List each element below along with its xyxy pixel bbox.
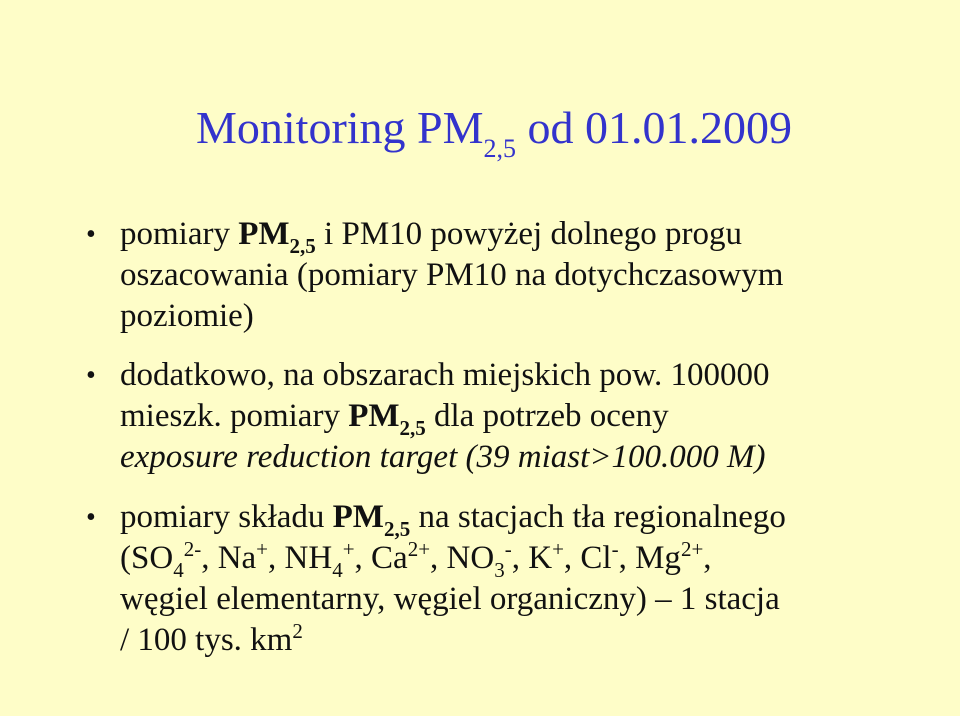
- text: dla potrzeb oceny: [425, 398, 669, 434]
- text: PM: [332, 499, 384, 535]
- pm-label: [332, 499, 411, 541]
- subscript: 2,5: [383, 517, 411, 541]
- slide-title: [196, 100, 793, 163]
- superscript: 2+: [680, 537, 704, 561]
- text: na stacjach tła regionalnego: [410, 499, 786, 535]
- text: , Mg: [618, 540, 681, 576]
- bullet-1-line-2: oszacowania (pomiary PM10 na dotychczasowym: [120, 257, 784, 293]
- text: PM: [238, 216, 290, 252]
- bullet-item-3: [86, 497, 920, 661]
- text: (SO: [120, 540, 174, 576]
- subscript: 4: [332, 558, 343, 582]
- superscript: +: [256, 537, 269, 561]
- text: , NO: [430, 540, 495, 576]
- title-rest: od 01.01.2009: [516, 102, 793, 153]
- superscript: 2+: [407, 537, 431, 561]
- text: PM: [348, 398, 400, 434]
- bullet-1-line-3: poziomie): [120, 298, 254, 334]
- text: , Cl: [563, 540, 612, 576]
- text: pomiary składu: [120, 499, 333, 535]
- bullet-2-line-3: exposure reduction target (39 miast>100.000 M): [120, 439, 766, 475]
- superscript: 2: [292, 619, 303, 643]
- bullet-1-line-1: [120, 214, 920, 258]
- bullet-3-line-2-ions: [120, 537, 920, 582]
- text: i PM10 powyżej dolnego progu: [315, 216, 743, 252]
- bullet-3-line-3: węgiel elementarny, węgiel organiczny) – 1 stacja: [120, 581, 780, 617]
- bullet-3-line-4: [120, 620, 920, 661]
- text: / 100 tys. km: [120, 622, 293, 658]
- superscript: -: [504, 537, 512, 561]
- bullet-item-2: [86, 355, 920, 478]
- bullet-2-line-2: [120, 396, 920, 440]
- subscript: 3: [494, 558, 505, 582]
- text: ,: [703, 540, 712, 576]
- pm-label: [238, 216, 316, 258]
- bullet-dot-icon: •: [86, 219, 96, 250]
- pm-label: [348, 398, 426, 440]
- subscript: 2,5: [289, 234, 316, 258]
- bullet-dot-icon: •: [86, 360, 96, 391]
- text: , Ca: [354, 540, 408, 576]
- bullet-dot-icon: •: [86, 502, 96, 533]
- title-subscript: 2,5: [483, 134, 517, 163]
- subscript: 4: [173, 558, 184, 582]
- text: , Na: [201, 540, 257, 576]
- text: , K: [511, 540, 553, 576]
- bullet-item-1: [86, 214, 920, 337]
- bullet-3-line-1: [120, 497, 920, 541]
- subscript: 2,5: [399, 416, 426, 440]
- text: mieszk. pomiary: [120, 398, 349, 434]
- superscript: 2-: [183, 537, 202, 561]
- superscript: -: [611, 537, 619, 561]
- superscript: +: [342, 537, 355, 561]
- title-main: Monitoring PM: [196, 102, 484, 153]
- text: pomiary: [120, 216, 239, 252]
- text: , NH: [268, 540, 333, 576]
- bullet-2-line-1: dodatkowo, na obszarach miejskich pow. 100000: [120, 357, 770, 393]
- superscript: +: [552, 537, 564, 561]
